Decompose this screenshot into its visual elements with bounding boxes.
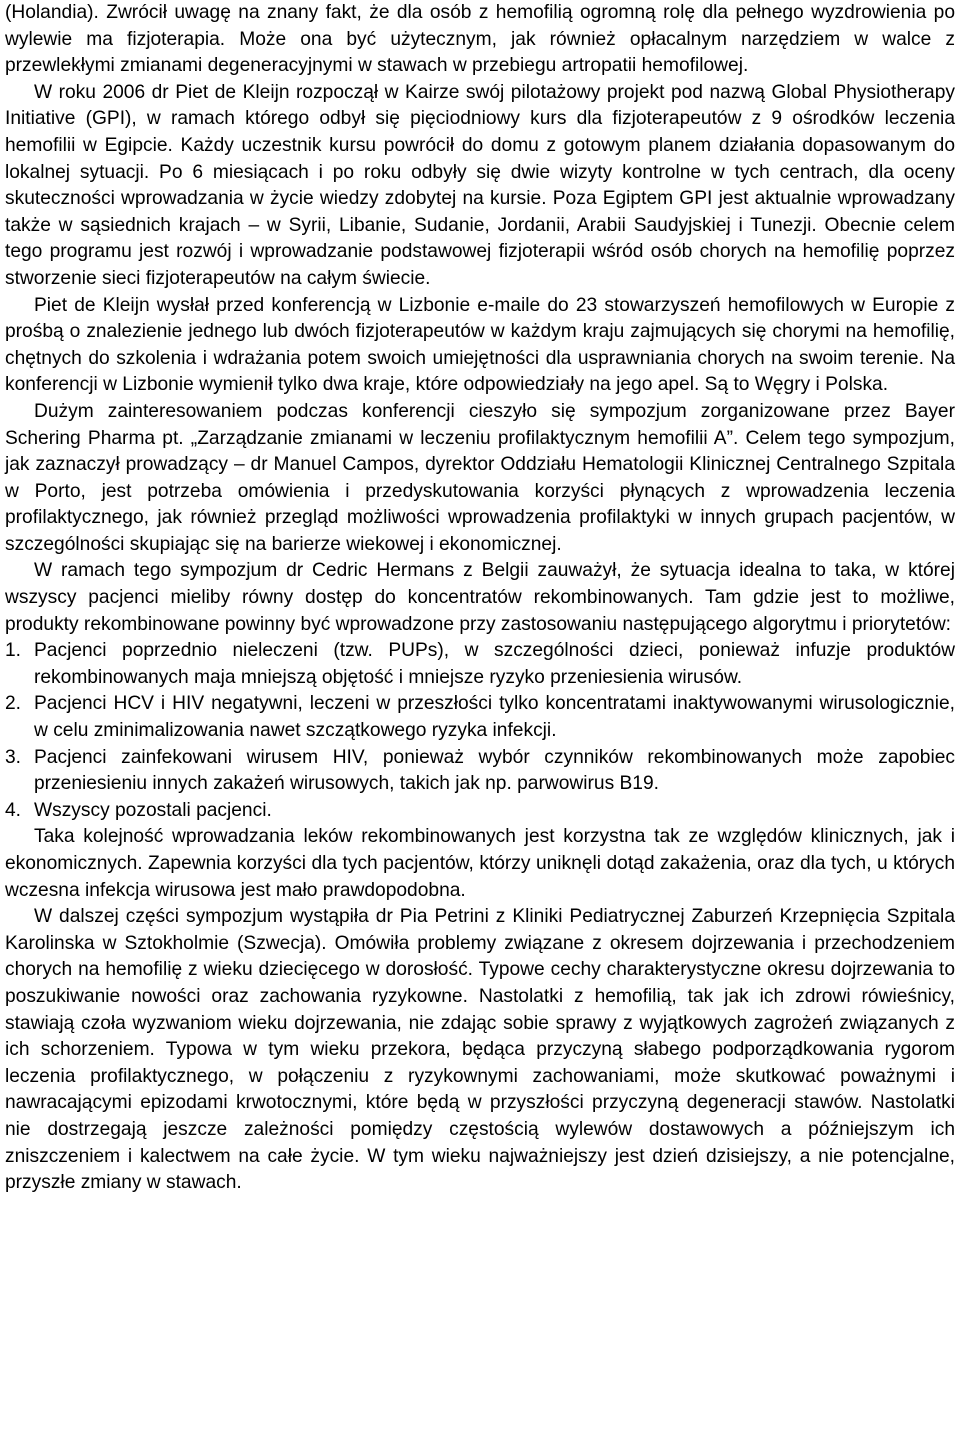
body-paragraph: (Holandia). Zwrócił uwagę na znany fakt, że dla osób z hemofilią ogromną rolę dla pełnego wyzdrowienia po wylewie ma fizjoterapia. Może ona być użytecznym, jak również opłacalnym narzędziem w walce z przewlekłymi zmianami degeneracyjnymi w stawach w przebiegu artropatii hemofilowej. [5,2,955,77]
list-item [5,798,955,825]
body-paragraph: W roku 2006 dr Piet de Kleijn rozpoczął w Kairze swój pilotażowy projekt pod nazwą Global Physiotherapy Initiative (GPI), w ramach którego odbył się pięciodniowy kurs dla fizjoterapeutów z 9 ośrodków leczenia hemofilii w Egipcie. Każdy uczestnik kursu powrócił do domu z gotowym planem działania dopasowanym do lokalnej sytuacji. Po 6 miesiącach i po roku odbyły się dwie wizyty kontrolne w tych centrach, dla oceny skuteczności wprowadzania w życie wiedzy zdobytej na kursie. Poza Egiptem GPI jest aktualnie wprowadzany także w sąsiednich krajach – w Syrii, Libanie, Sudanie, Jordanii, Arabii Saudyjskiej i Tunezji. Obecnie celem tego programu jest rozwój i wprowadzanie podstawowej fizjoterapii wśród osób chorych na hemofilię poprzez stworzenie sieci fizjoterapeutów na całym świecie. [5,81,955,289]
list-item-text: Pacjenci HCV i HIV negatywni, leczeni w przeszłości tylko koncentratami inaktywowanymi wirusologicznie, w celu zminimalizowania nawet szczątkowego ryzyka infekcji. [34,693,955,742]
list-item-number: 1. [5,640,22,662]
list-item [5,745,955,798]
priority-list [5,638,955,824]
body-paragraph: Piet de Kleijn wysłał przed konferencją w Lizbonie e-maile do 23 stowarzyszeń hemofilowych w Europie z prośbą o znalezienie jednego lub dwóch fizjoterapeutów w każdym kraju zajmujących się chorymi na hemofilię, chętnych do szkolenia i wdrażania potem swoich umiejętności dla usprawniania chorych na swoim terenie. Na konferencji w Lizbonie wymienił tylko dwa kraje, które odpowiedziały na jego apel. Są to Węgry i Polska. [5,294,955,396]
list-item-number: 4. [5,799,22,821]
list-item-number: 2. [5,693,22,715]
list-item [5,691,955,744]
list-item-text: Wszyscy pozostali pacjenci. [34,799,272,821]
list-item-text: Pacjenci zainfekowani wirusem HIV, ponieważ wybór czynników rekombinowanych może zapobiec przeniesieniu innych zakażeń wirusowych, takich jak np. parwowirus B19. [34,746,955,795]
body-paragraph: W dalszej części sympozjum wystąpiła dr Pia Petrini z Kliniki Pediatrycznej Zaburzeń Krzepnięcia Szpitala Karolinska w Sztokholmie (Szwecja). Omówiła problemy związane z okresem dojrzewania i przechodzeniem chorych na hemofilię z wieku dziecięcego w dorosłość. Typowe cechy charakterystyczne okresu dojrzewania to poszukiwanie nowości oraz zachowania ryzykowne. Nastolatki z hemofilią, tak jak ich zdrowi rówieśnicy, stawiają czoła wyzwaniom wieku dojrzewania, nie zdając sobie sprawy z wyjątkowych zagrożeń związanych z ich schorzeniem. Typowa w tym wieku przekora, będąca przyczyną słabego podporządkowania rygorom leczenia profilaktycznego, w połączeniu z ryzykownymi zachowaniami, może skutkować poważnymi i nawracającymi epizodami krwotocznymi, które będą w przyszłości przyczyną degeneracji stawów. Nastolatki nie dostrzegają jeszcze zależności pomiędzy częstością wylewów dostawowych a późniejszym ich zniszczeniem i kalectwem na całe życie. W tym wieku najważniejszy jest dzień dzisiejszy, a nie potencjalne, przyszłe zmiany w stawach. [5,906,955,1194]
paragraphs-top [5,0,955,638]
body-paragraph: Dużym zainteresowaniem podczas konferencji cieszyło się sympozjum zorganizowane przez Bayer Schering Pharma pt. „Zarządzanie zmianami w leczeniu profilaktycznym hemofilii A”. Celem tego sympozjum, jak zaznaczył prowadzący – dr Manuel Campos, dyrektor Oddziału Hematologii Klinicznej Centralnego Szpitala w Porto, jest potrzeba omówienia i przedyskutowania korzyści płynących z wprowadzenia leczenia profilaktycznego, jak również przegląd możliwości wprowadzenia profilaktyki w innych grupach pacjentów, w szczególności skupiając się na barierze wiekowej i ekonomicznej. [5,400,955,555]
body-paragraph: W ramach tego sympozjum dr Cedric Hermans z Belgii zauważył, że sytuacja idealna to taka, w której wszyscy pacjenci mieliby równy dostęp do koncentratów rekombinowanych. Tam gdzie jest to możliwe, produkty rekombinowane powinny być wprowadzone przy zastosowaniu następującego algorytmu i priorytetów: [5,560,955,635]
body-paragraph: Taka kolejność wprowadzania leków rekombinowanych jest korzystna tak ze względów klinicznych, jak i ekonomicznych. Zapewnia korzyści dla tych pacjentów, którzy uniknęli dotąd zakażenia, oraz dla tych, u których wczesna infekcja wirusowa jest mało prawdopodobna. [5,826,955,901]
list-item [5,638,955,691]
paragraphs-bottom [5,824,955,1196]
list-item-text: Pacjenci poprzednio nieleczeni (tzw. PUPs), w szczególności dzieci, ponieważ infuzje produktów rekombinowanych maja mniejszą objętość i mniejsze ryzyko przeniesienia wirusów. [34,640,955,688]
list-item-number: 3. [5,746,22,768]
